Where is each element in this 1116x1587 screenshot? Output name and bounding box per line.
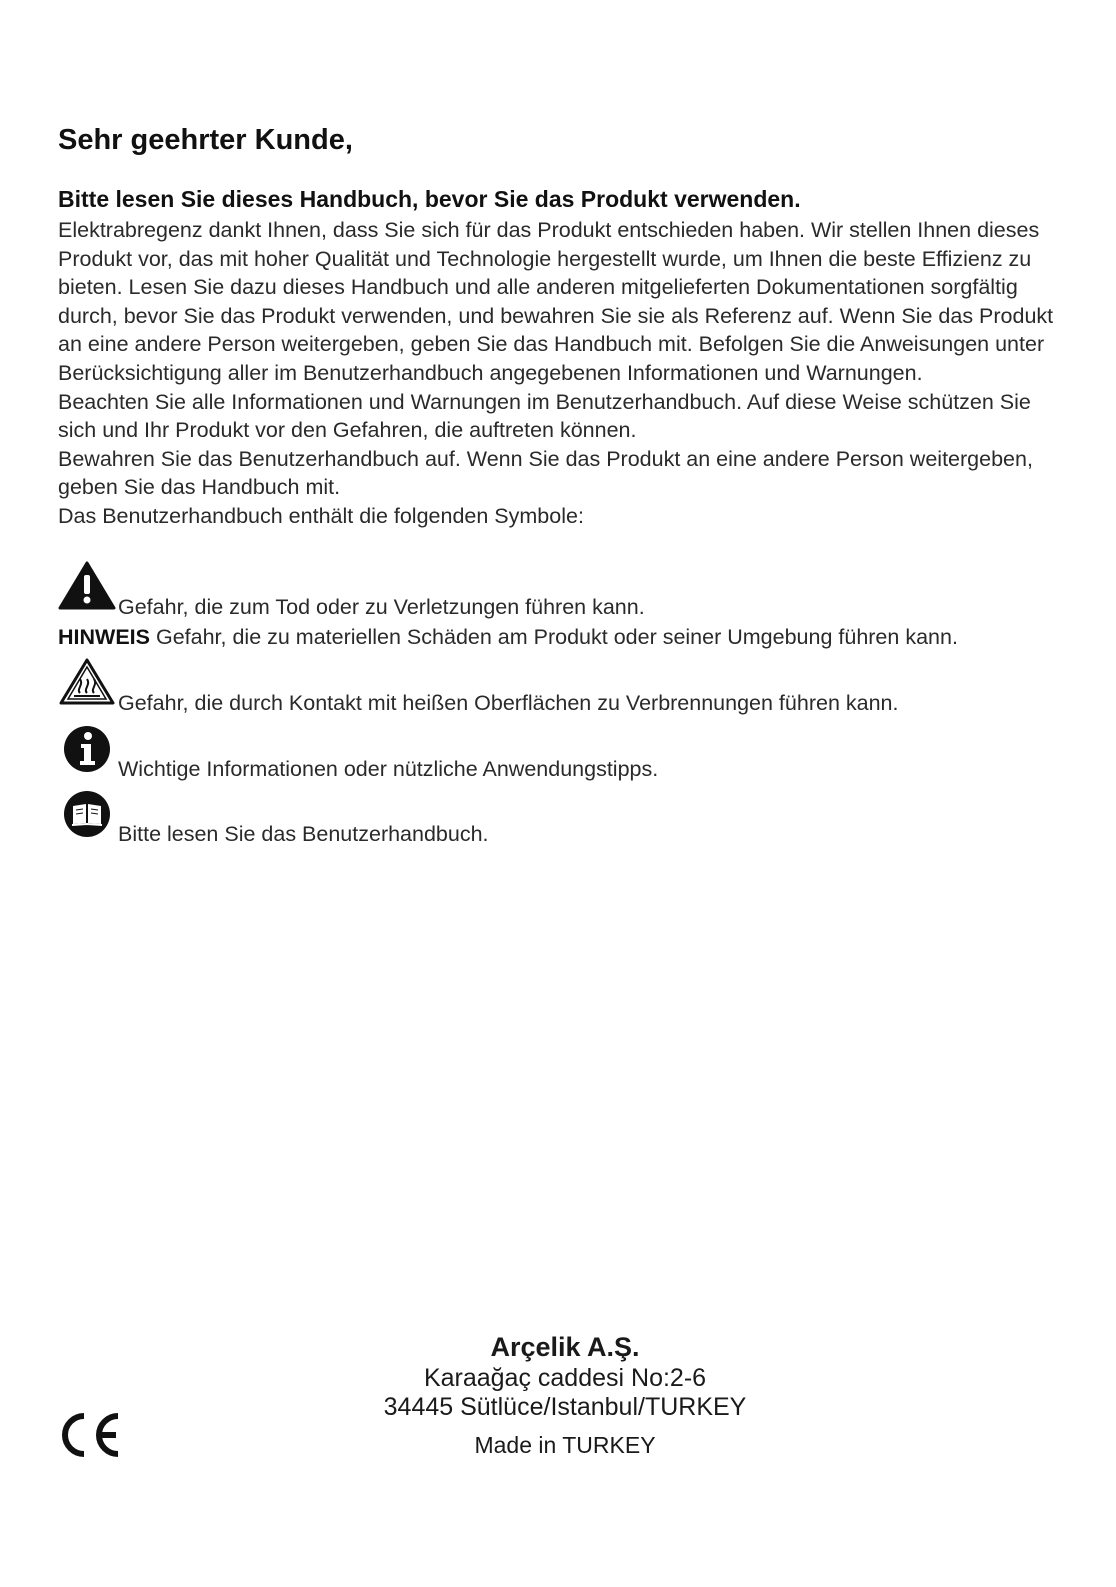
symbol-notice-text: Gefahr, die zu materiellen Schäden am Produkt oder seiner Umgebung führen kann. — [155, 625, 958, 649]
address-line-1: Karaağaç caddesi No:2-6 — [423, 1364, 707, 1392]
paragraph: Bewahren Sie das Benutzerhandbuch auf. Wenn Sie das Produkt an eine andere Person weitergeben, geben Sie das Handbuch mit. — [58, 446, 1033, 500]
ce-mark-icon — [56, 1410, 124, 1465]
intro-text — [58, 216, 1058, 531]
heading: Bitte lesen Sie dieses Handbuch, bevor Sie das Produkt verwenden. — [58, 186, 801, 212]
symbol-info-text: Wichtige Informationen oder nützliche Anwendungstipps. — [118, 757, 659, 781]
info-icon — [63, 725, 111, 779]
paragraph: Das Benutzerhandbuch enthält die folgenden Symbole: — [58, 503, 584, 528]
company-name: Arçelik A.Ş. — [490, 1332, 640, 1362]
symbol-hot-text: Gefahr, die durch Kontakt mit heißen Oberflächen zu Verbrennungen führen kann. — [118, 691, 899, 715]
address-line-2: 34445 Sütlüce/Istanbul/TURKEY — [383, 1393, 747, 1421]
book-icon — [63, 790, 111, 844]
notice-label: HINWEIS — [58, 625, 150, 649]
warning-triangle-icon — [58, 561, 116, 617]
symbol-notice — [58, 625, 958, 650]
made-in: Made in TURKEY — [474, 1432, 656, 1458]
manufacturer-address — [330, 1330, 800, 1460]
hot-surface-icon — [58, 657, 116, 713]
paragraph: Elektrabregenz dankt Ihnen, dass Sie sich für das Produkt entschieden haben. Wir stellen Ihnen dieses Produkt vor, das mit hoher Qualität und Technologie hergestellt wurde, um Ihnen die beste Effizienz zu bieten. Lesen Sie dazu dieses Handbuch und alle anderen mitgelieferten Dokumentationen sorgfältig durch, bevor Sie das Produkt verwenden, und bewahren Sie sie als Referenz auf. Wenn Sie das Produkt an eine andere Person weitergeben, geben Sie das Handbuch mit. Befolgen Sie die Anweisungen unter Berücksichtigung aller im Benutzerhandbuch angegebenen Informationen und Warnungen. — [58, 218, 1054, 385]
greeting: Sehr geehrter Kunde, — [58, 124, 353, 156]
symbol-manual-text: Bitte lesen Sie das Benutzerhandbuch. — [118, 822, 489, 846]
symbol-warning-text: Gefahr, die zum Tod oder zu Verletzungen führen kann. — [118, 595, 645, 619]
paragraph: Beachten Sie alle Informationen und Warnungen im Benutzerhandbuch. Auf diese Weise schützen Sie sich und Ihr Produkt vor den Gefahren, die auftreten können. — [58, 389, 1031, 443]
